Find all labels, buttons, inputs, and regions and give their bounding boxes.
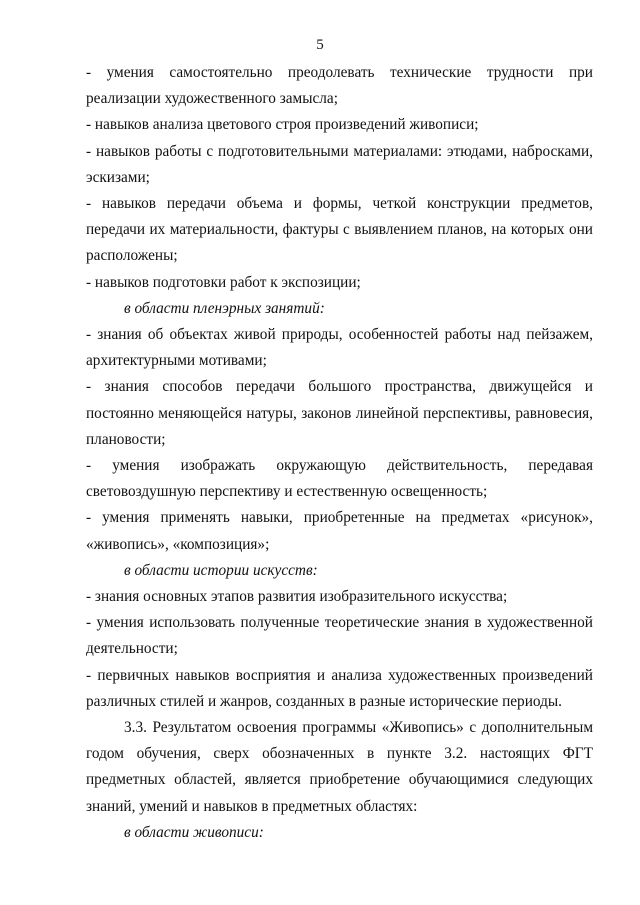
paragraph-3-3: 3.3. Результатом освоения программы «Живопись» с дополнительным годом обучения, сверх обозначенных в пункте 3.2. настоящих ФГТ предметных областей, является приобретение обучающимися следующих знаний, умений и навыков в предметных областях: — [86, 719, 593, 815]
list-item-skill: - знания об объектах живой природы, особенностей работы над пейзажем, архитектурными мотивами; — [86, 326, 593, 370]
list-item-skill: - знания основных этапов развития изобразительного искусства; — [86, 588, 508, 606]
section-heading-painting: в области живописи: — [124, 823, 264, 841]
page-number: 5 — [316, 37, 324, 53]
list-item-skill: - знания способов передачи большого пространства, движущейся и постоянно меняющейся натуры, законов линейной перспективы, равновесия, плановости; — [86, 378, 593, 448]
section-heading-plein-air: в области пленэрных занятий: — [124, 299, 325, 317]
list-item-skill: - навыков работы с подготовительными материалами: этюдами, набросками, эскизами; — [86, 142, 593, 186]
list-item-skill: - навыков подготовки работ к экспозиции; — [86, 273, 361, 291]
list-item-skill: - умения самостоятельно преодолевать технические трудности при реализации художественного замысла; — [86, 64, 593, 108]
list-item-skill: - умения использовать полученные теоретические знания в художественной деятельности; — [86, 614, 593, 658]
section-heading-art-history: в области истории искусств: — [124, 561, 318, 579]
list-item-skill: - первичных навыков восприятия и анализа художественных произведений различных стилей и жанров, созданных в разные исторические периоды. — [86, 666, 593, 710]
list-item-skill: - навыков анализа цветового строя произведений живописи; — [86, 116, 479, 134]
list-item-skill: - умения применять навыки, приобретенные на предметах «рисунок», «живопись», «композиция»; — [86, 509, 593, 553]
page-content — [86, 60, 593, 846]
list-item-skill: - навыков передачи объема и формы, четкой конструкции предметов, передачи их материальности, фактуры с выявлением планов, на которых они расположены; — [86, 195, 593, 265]
list-item-skill: - умения изображать окружающую действительность, передавая световоздушную перспективу и естественную освещенность; — [86, 457, 593, 501]
